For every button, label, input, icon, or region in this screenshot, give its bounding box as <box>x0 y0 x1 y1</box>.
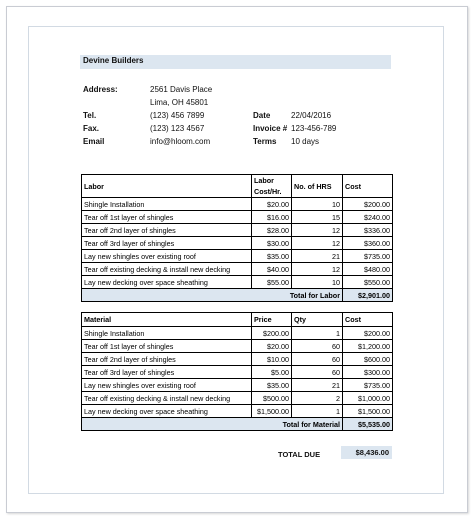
labor-rate: $20.00 <box>252 198 292 211</box>
material-price: $200.00 <box>252 327 292 340</box>
labor-hours: 12 <box>292 263 343 276</box>
material-description: Shingle Installation <box>82 327 252 340</box>
material-total-label: Total for Material <box>252 418 343 431</box>
material-col-qty: Qty <box>292 313 343 327</box>
labor-hours: 10 <box>292 198 343 211</box>
address-line-1: 2561 Davis Place <box>150 85 213 94</box>
material-col-cost: Cost <box>343 313 393 327</box>
material-price: $35.00 <box>252 379 292 392</box>
fax-value: (123) 123 4567 <box>150 124 205 133</box>
table-row <box>82 405 393 418</box>
table-row <box>82 379 393 392</box>
material-qty: 21 <box>292 379 343 392</box>
labor-hours: 21 <box>292 250 343 263</box>
labor-cost: $200.00 <box>343 198 393 211</box>
labor-hours: 12 <box>292 237 343 250</box>
labor-col-description: Labor <box>82 175 252 198</box>
labor-col-cost: Cost <box>343 175 393 198</box>
tel-label: Tel. <box>83 111 97 120</box>
table-row <box>82 211 393 224</box>
material-description: Tear off 2nd layer of shingles <box>82 353 252 366</box>
material-price: $1,500.00 <box>252 405 292 418</box>
material-description: Tear off existing decking & install new decking <box>82 392 252 405</box>
company-name: Devine Builders <box>83 56 144 65</box>
table-row <box>82 340 393 353</box>
labor-header-row <box>82 175 393 198</box>
material-qty: 2 <box>292 392 343 405</box>
labor-cost: $336.00 <box>343 224 393 237</box>
date-label: Date <box>253 111 271 120</box>
labor-total-spacer <box>82 289 252 302</box>
labor-col-hours: No. of HRS <box>292 175 343 198</box>
material-qty: 1 <box>292 327 343 340</box>
table-row <box>82 198 393 211</box>
table-row <box>82 392 393 405</box>
material-table <box>81 312 393 431</box>
table-row <box>82 327 393 340</box>
labor-rate: $28.00 <box>252 224 292 237</box>
material-qty: 1 <box>292 405 343 418</box>
material-description: Tear off 3rd layer of shingles <box>82 366 252 379</box>
table-row <box>82 263 393 276</box>
material-total-row <box>82 418 393 431</box>
invoice-number-value: 123-456-789 <box>291 124 337 133</box>
labor-hours: 12 <box>292 224 343 237</box>
material-total-spacer <box>82 418 252 431</box>
labor-description: Tear off 3rd layer of shingles <box>82 237 252 250</box>
labor-description: Lay new decking over space sheathing <box>82 276 252 289</box>
table-row <box>82 353 393 366</box>
labor-rate: $35.00 <box>252 250 292 263</box>
labor-cost: $480.00 <box>343 263 393 276</box>
address-line-2: Lima, OH 45801 <box>150 98 209 107</box>
table-row <box>82 250 393 263</box>
material-qty: 60 <box>292 353 343 366</box>
material-cost: $1,200.00 <box>343 340 393 353</box>
total-due-value: $8,436.00 <box>341 446 392 459</box>
table-row <box>82 224 393 237</box>
email-label: Email <box>83 137 105 146</box>
labor-total-value: $2,901.00 <box>343 289 393 302</box>
material-cost: $600.00 <box>343 353 393 366</box>
email-value: info@hloom.com <box>150 137 211 146</box>
labor-cost: $550.00 <box>343 276 393 289</box>
labor-rate: $30.00 <box>252 237 292 250</box>
table-row <box>82 276 393 289</box>
labor-cost: $360.00 <box>343 237 393 250</box>
labor-rate: $40.00 <box>252 263 292 276</box>
material-price: $20.00 <box>252 340 292 353</box>
material-cost: $1,500.00 <box>343 405 393 418</box>
material-cost: $1,000.00 <box>343 392 393 405</box>
date-value: 22/04/2016 <box>291 111 332 120</box>
labor-rate: $55.00 <box>252 276 292 289</box>
material-qty: 60 <box>292 340 343 353</box>
material-qty: 60 <box>292 366 343 379</box>
labor-cost: $735.00 <box>343 250 393 263</box>
labor-hours: 10 <box>292 276 343 289</box>
table-row <box>82 237 393 250</box>
labor-description: Tear off 1st layer of shingles <box>82 211 252 224</box>
material-cost: $300.00 <box>343 366 393 379</box>
labor-cost: $240.00 <box>343 211 393 224</box>
labor-table <box>81 174 393 302</box>
material-price: $10.00 <box>252 353 292 366</box>
material-price: $5.00 <box>252 366 292 379</box>
terms-value: 10 days <box>291 137 320 146</box>
material-total-value: $5,535.00 <box>343 418 393 431</box>
material-col-price: Price <box>252 313 292 327</box>
material-header-row <box>82 313 393 327</box>
labor-description: Shingle Installation <box>82 198 252 211</box>
total-due-label: TOTAL DUE <box>278 450 321 459</box>
labor-description: Lay new shingles over existing roof <box>82 250 252 263</box>
material-cost: $200.00 <box>343 327 393 340</box>
table-row <box>82 366 393 379</box>
labor-description: Tear off existing decking & install new decking <box>82 263 252 276</box>
labor-hours: 15 <box>292 211 343 224</box>
labor-total-row <box>82 289 393 302</box>
fax-label: Fax. <box>83 124 100 133</box>
labor-total-label: Total for Labor <box>252 289 343 302</box>
invoice-number-label: Invoice # <box>253 124 288 133</box>
material-col-description: Material <box>82 313 252 327</box>
material-cost: $735.00 <box>343 379 393 392</box>
material-description: Tear off 1st layer of shingles <box>82 340 252 353</box>
material-price: $500.00 <box>252 392 292 405</box>
terms-label: Terms <box>253 137 277 146</box>
labor-rate: $16.00 <box>252 211 292 224</box>
material-description: Lay new shingles over existing roof <box>82 379 252 392</box>
tel-value: (123) 456 7899 <box>150 111 205 120</box>
material-description: Lay new decking over space sheathing <box>82 405 252 418</box>
labor-description: Tear off 2nd layer of shingles <box>82 224 252 237</box>
labor-col-rate: Labor Cost/Hr. <box>252 175 292 198</box>
address-label: Address: <box>83 85 118 94</box>
